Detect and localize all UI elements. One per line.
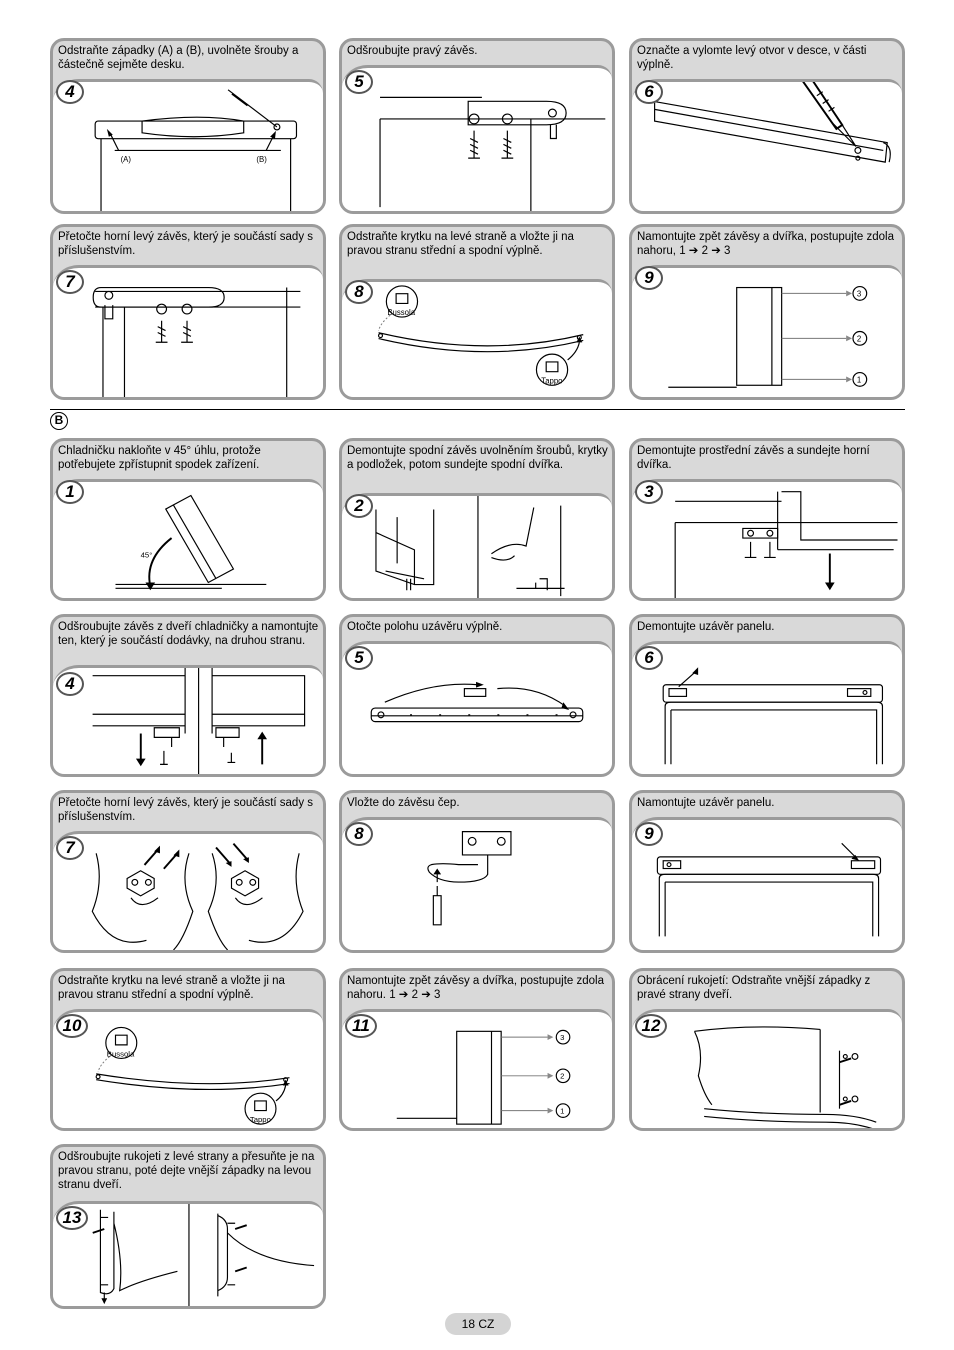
step-caption: Odšroubujte pravý závěs.	[347, 45, 478, 57]
step-caption: Odstraňte západky (A) a (B), uvolněte šrouby a částečně sejměte desku.	[58, 45, 299, 71]
step-number: 6	[635, 646, 663, 670]
step-illustration	[342, 641, 612, 774]
step-b12-panel	[629, 968, 905, 1131]
step-b1-panel	[50, 438, 326, 601]
step-illustration	[342, 493, 612, 598]
step-caption: Odšroubujte závěs z dveří chladničky a namontujte ten, který je součástí dodávky, na druhou stranu.	[58, 621, 319, 647]
label-b: (B)	[256, 155, 267, 165]
step-a6-panel	[629, 38, 905, 214]
step-b8-panel	[339, 790, 615, 953]
bottom-hinge-illustration	[342, 496, 612, 598]
step-b5-panel	[339, 614, 615, 777]
step-caption: Přetočte horní levý závěs, který je součástí sady s příslušenstvím.	[58, 797, 314, 823]
step-number: 4	[56, 672, 84, 696]
step-illustration	[53, 265, 323, 397]
step-b7-panel	[50, 790, 326, 953]
order-label-2: 2	[560, 1071, 565, 1081]
cap-label-tappo: Tappo	[541, 376, 563, 386]
step-number: 2	[345, 494, 373, 518]
step-caption: Demontujte spodní závěs uvolněním šroubů, krytky a podložek, potom sundejte spodní dvířka.	[347, 445, 608, 471]
step-b9-panel	[629, 790, 905, 953]
remount-order-illustration-b	[342, 1012, 612, 1128]
order-label-2: 2	[856, 334, 862, 344]
step-caption: Chladničku nakloňte v 45° úhlu, protože potřebujete zpřístupnit spodek zařízení.	[58, 445, 261, 471]
step-illustration	[53, 1009, 323, 1128]
step-illustration	[632, 79, 902, 211]
step-caption: Namontujte uzávěr panelu.	[637, 797, 775, 809]
step-illustration	[53, 479, 323, 598]
remove-panel-closure-illustration	[632, 644, 902, 774]
step-b6-panel	[629, 614, 905, 777]
order-label-1: 1	[560, 1106, 565, 1116]
step-a9-panel	[629, 224, 905, 400]
step-number: 6	[635, 80, 663, 104]
step-illustration	[53, 831, 323, 950]
step-b13-panel	[50, 1144, 326, 1309]
step-caption: Otočte polohu uzávěru výplně.	[347, 621, 503, 633]
middle-hinge-illustration	[632, 482, 902, 598]
step-number: 13	[56, 1206, 88, 1230]
worktop-latches-illustration	[53, 82, 323, 211]
step-number: 8	[345, 822, 373, 846]
step-number: 8	[345, 280, 373, 304]
step-caption: Namontujte zpět závěsy a dvířka, postupujte zdola nahoru. 1 ➔ 2 ➔ 3	[347, 975, 604, 1001]
step-a8-panel	[339, 224, 615, 400]
step-caption: Obrácení rukojetí: Odstraňte vnější západky z pravé strany dveří.	[637, 975, 871, 1001]
step-number: 3	[635, 480, 663, 504]
top-hinge-rotate-illustration	[53, 834, 323, 950]
step-number: 11	[345, 1014, 377, 1038]
step-number: 5	[345, 646, 373, 670]
cap-transfer-illustration-b	[53, 1012, 323, 1128]
step-illustration	[632, 1009, 902, 1128]
step-caption: Odšroubujte rukojeti z levé strany a přesuňte je na pravou stranu, poté dejte vnější západky na levou stranu dveří.	[58, 1151, 315, 1191]
order-label-3: 3	[560, 1033, 565, 1043]
step-number: 7	[56, 836, 84, 860]
step-a5-panel	[339, 38, 615, 214]
step-number: 1	[56, 480, 84, 504]
step-illustration	[53, 79, 323, 211]
step-illustration	[632, 265, 902, 397]
step-caption: Odstraňte krytku na levé straně a vložte ji na pravou stranu střední a spodní výplně.	[347, 231, 574, 257]
step-number: 4	[56, 80, 84, 104]
angle-label: 45°	[140, 550, 153, 560]
step-caption: Označte a vylomte levý otvor v desce, v části výplně.	[637, 45, 867, 71]
order-label-1: 1	[856, 375, 862, 385]
step-caption: Přetočte horní levý závěs, který je součástí sady s příslušenstvím.	[58, 231, 314, 257]
left-hinge-illustration	[53, 268, 323, 397]
step-illustration	[342, 279, 612, 397]
step-a7-panel	[50, 224, 326, 400]
step-illustration	[632, 817, 902, 950]
step-illustration	[53, 665, 323, 774]
handle-latches-illustration	[632, 1012, 902, 1128]
step-number: 9	[635, 822, 663, 846]
hinge-pin-illustration	[342, 820, 612, 950]
cap-transfer-illustration	[342, 282, 612, 397]
step-caption: Vložte do závěsu čep.	[347, 797, 460, 809]
step-number: 12	[635, 1014, 667, 1038]
step-b11-panel	[339, 968, 615, 1131]
cap-label-bussola: Bussola	[106, 1049, 135, 1059]
cap-label-tappo: Tappo	[249, 1115, 271, 1125]
handle-swap-illustration	[53, 1204, 323, 1306]
step-a4-panel	[50, 38, 326, 214]
step-caption: Demontujte prostřední závěs a sundejte horní dvířka.	[637, 445, 870, 471]
step-caption: Odstraňte krytku na levé straně a vložte ji na pravou stranu střední a spodní výplně.	[58, 975, 285, 1001]
knife-panel-illustration	[632, 82, 902, 211]
mount-panel-closure-illustration	[632, 820, 902, 950]
step-caption: Namontujte zpět závěsy a dvířka, postupujte zdola nahoru, 1 ➔ 2 ➔ 3	[637, 231, 894, 257]
label-a: (A)	[120, 155, 131, 165]
remount-order-illustration	[632, 268, 902, 397]
step-b2-panel	[339, 438, 615, 601]
step-illustration	[342, 1009, 612, 1128]
step-illustration	[342, 817, 612, 950]
step-b4-panel	[50, 614, 326, 777]
section-divider	[50, 409, 905, 410]
step-number: 10	[56, 1014, 88, 1038]
step-number: 9	[635, 266, 663, 290]
step-b10-panel	[50, 968, 326, 1131]
tilt-fridge-illustration	[53, 482, 323, 598]
panel-closure-flip-illustration	[342, 644, 612, 774]
step-illustration	[342, 65, 612, 211]
step-illustration	[632, 479, 902, 598]
door-hinge-swap-illustration	[53, 668, 323, 774]
right-hinge-illustration	[342, 68, 612, 211]
step-caption: Demontujte uzávěr panelu.	[637, 621, 775, 633]
step-number: 7	[56, 270, 84, 294]
order-label-3: 3	[856, 289, 862, 299]
section-b-badge: B	[50, 412, 68, 430]
step-b3-panel	[629, 438, 905, 601]
step-illustration	[53, 1201, 323, 1306]
cap-label-bussola: Bussola	[387, 308, 416, 318]
step-illustration	[632, 641, 902, 774]
page-number: 18 CZ	[445, 1313, 511, 1335]
step-number: 5	[345, 70, 373, 94]
